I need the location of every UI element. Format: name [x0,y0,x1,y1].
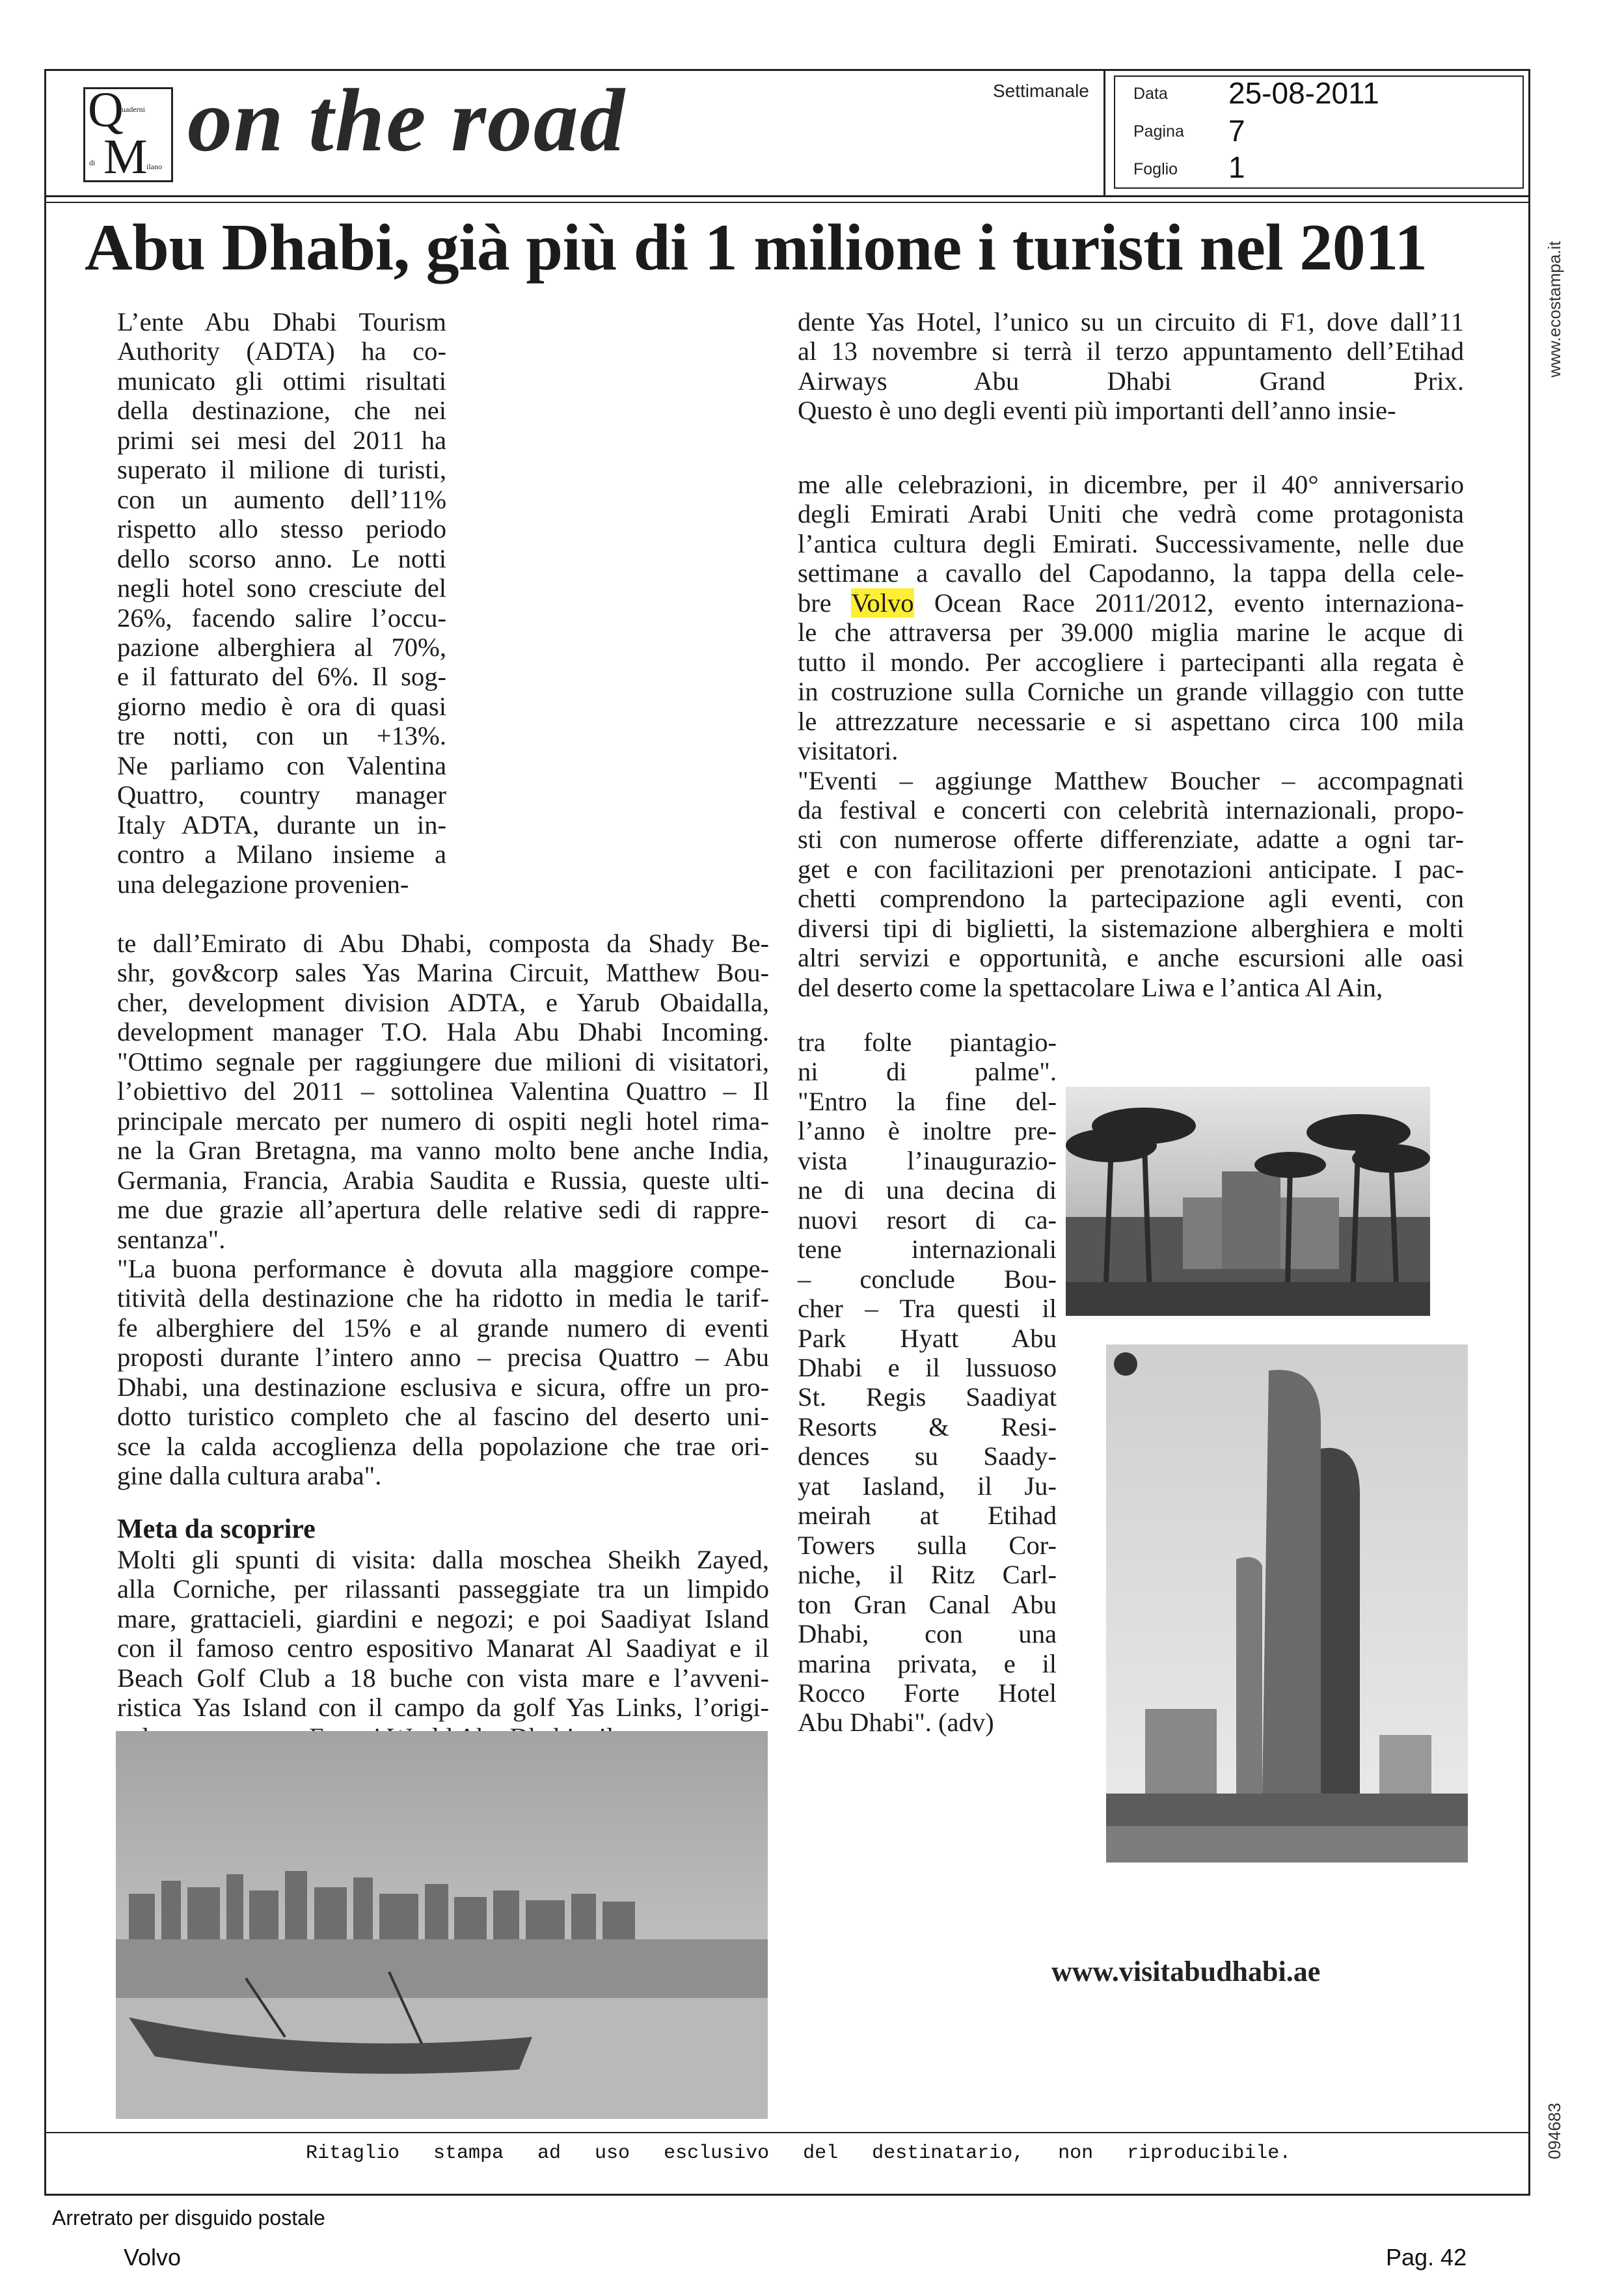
text-line: niche, il Ritz Carl- [798,1560,1057,1590]
column-2-narrow [798,1028,1057,1738]
text-line: municato gli ottimi risultati [117,366,446,396]
text-line: marina privata, e il [798,1648,1057,1678]
text-line: me due grazie all’apertura delle relative sedi di rappre- [117,1195,769,1225]
text-line: me alle celebrazioni, in dicembre, per il 40° anniversario [798,470,1464,499]
text-line: tene internazionali [798,1235,1057,1264]
text-line: Dhabi, una destinazione esclusiva e sicura, offre un pro- [117,1372,769,1402]
text-line: dotto turistico completo che al fascino del deserto uni- [117,1402,769,1432]
text-line: superato il milione di turisti, [117,455,446,485]
text-line: Dhabi, con una [798,1619,1057,1649]
text-line: ton Gran Canal Abu [798,1589,1057,1619]
ecostampa-site: www.ecostampa.it [1545,241,1564,377]
article-headline: Abu Dhabi, già più di 1 milione i turisti nel 2011 [85,211,1428,284]
text-line: ne di una decina di [798,1175,1057,1205]
text-line: ristica Yas Island con il campo da golf Yas Links, l’origi- [117,1693,769,1723]
text-line: Rocco Forte Hotel [798,1678,1057,1708]
text-line: "Ottimo segnale per raggiungere due milioni di visitatori, [117,1046,769,1076]
text-line: le che attraversa per 39.000 miglia marine le acque di [798,618,1464,648]
text-line: tre notti, con un +13%. [117,721,446,751]
text-line: l’obiettivo del 2011 – sottolinea Valentina Quattro – Il [117,1076,769,1106]
column-1-quotes [117,929,769,1491]
text-line: primi sei mesi del 2011 ha [117,425,446,455]
text-line: Ne parliamo con Valentina [117,750,446,780]
palm-trees-photo [1066,1087,1430,1316]
logo-letter-q: Q [88,83,124,137]
skyline-beach-photo [116,1731,768,2119]
text-line: "La buona performance è dovuta alla maggiore compe- [117,1253,769,1283]
text-line: te dall’Emirato di Abu Dhabi, composta da Shady Be- [117,929,769,958]
page-value: 7 [1228,114,1245,148]
text-line: dello scorso anno. Le notti [117,543,446,573]
logo-small-text: uaderni [122,105,145,114]
copyright-notice: Ritaglio stampa ad uso esclusivo del destinatario, non riproducibile. [306,2142,1292,2164]
etihad-towers-photo [1106,1344,1468,1863]
text-line: Resorts & Resi- [798,1412,1057,1441]
publication-logo [83,83,173,184]
text-line: proposti durante l’intero anno – precisa Quattro – Abu [117,1343,769,1372]
text-line: in costruzione sulla Corniche un grande villaggio con tutte [798,677,1464,707]
text-line: shr, gov&corp sales Yas Marina Circuit, Matthew Bou- [117,958,769,988]
text-line: ni di palme". [798,1057,1057,1087]
sheet-label: Foglio [1133,160,1178,178]
volvo-highlight: Volvo [851,588,914,618]
text-line: nuovi resort di ca- [798,1205,1057,1235]
text-line: get e con facilitazioni per prenotazioni anticipate. I pac- [798,854,1464,884]
text-line: sce la calda accoglienza della popolazione che trae ori- [117,1431,769,1461]
text-line: Dhabi e il lussuoso [798,1352,1057,1382]
frequency-label: Settimanale [993,81,1089,101]
text-line: altri servizi e opportunità, e anche escursioni alle oasi [798,943,1464,973]
masthead-title: on the road [187,70,626,170]
text-line: principale mercato per numero di ospiti negli hotel rima- [117,1106,769,1136]
text-line: con il famoso centro espositivo Manarat Al Saadiyat e il [117,1633,769,1663]
text-line: Park Hyatt Abu [798,1323,1057,1353]
text-line: dente Yas Hotel, l’unico su un circuito di F1, dove dall’11 [798,307,1464,336]
column-2-top [798,307,1464,426]
text-line: sti con numerose offerte differenziate, adatte a ogni tar- [798,825,1464,854]
text-line: settimane a cavallo del Capodanno, la tappa della cele- [798,558,1464,588]
text-line: L’ente Abu Dhabi Tourism [117,307,446,336]
text-line: diversi tipi di biglietti, la sistemazione alberghiera e molti [798,913,1464,943]
text-line: tra folte piantagio- [798,1028,1057,1057]
text-line: "Eventi – aggiunge Matthew Boucher – accompagnati [798,765,1464,795]
text-line: meirah at Etihad [798,1501,1057,1531]
text-line: – conclude Bou- [798,1264,1057,1294]
text-line: ne la Gran Bretagna, ma vanno molto bene anche India, [117,1136,769,1166]
text-line: "Entro la fine del- [798,1086,1057,1116]
sheet-value: 1 [1228,150,1245,184]
text-line: rispetto allo stesso periodo [117,514,446,544]
text-line: da festival e concerti con celebrità internazionali, propo- [798,795,1464,825]
text-line: dences su Saady- [798,1441,1057,1471]
text-line: vista l’inaugurazio- [798,1145,1057,1175]
text-line: pazione alberghiera al 70%, [117,632,446,662]
column-2-middle [798,470,1464,1002]
text-line: Quattro, country manager [117,780,446,810]
text-line: tutto il mondo. Per accogliere i partecipanti alla regata è [798,647,1464,677]
text-line: giorno medio è ora di quasi [117,691,446,721]
text-line: l’antica cultura degli Emirati. Successivamente, nelle due [798,528,1464,558]
text-line: Molti gli spunti di visita: dalla moschea Sheikh Zayed, [117,1545,769,1574]
text-line: Questo è uno degli eventi più importanti dell’anno insie- [798,396,1396,426]
text-line: sentanza". [117,1224,226,1254]
date-value: 25-08-2011 [1228,76,1379,110]
column-1-bottom [117,1545,769,1752]
text-fragment: bre [798,588,852,618]
footer-divider [44,2132,1530,2133]
text-line: con un aumento dell’11% [117,484,446,514]
text-line: cher – Tra questi il [798,1294,1057,1324]
page-label: Pagina [1133,122,1184,141]
logo-small-text: ilano [146,162,162,171]
text-line-volvo [798,588,1464,618]
text-line: gine dalla cultura araba". [117,1461,382,1491]
text-line: yat Iasland, il Ju- [798,1471,1057,1501]
page-number: Pag. 42 [1386,2244,1467,2271]
text-line: development manager T.O. Hala Abu Dhabi Incoming. [117,1017,769,1047]
logo-letter-m: M [103,130,148,184]
text-line: 26%, facendo salire l’occu- [117,603,446,633]
text-line: negli hotel sono cresciute del [117,573,446,603]
text-line: del deserto come la spettacolare Liwa e l’antica Al Ain, [798,972,1383,1002]
text-line: alla Corniche, per rilassanti passeggiate tra un limpido [117,1574,769,1604]
date-label: Data [1133,85,1168,103]
text-line: degli Emirati Arabi Uniti che vedrà come protagonista [798,499,1464,529]
text-line: una delegazione provenien- [117,869,409,899]
text-line: e il fatturato del 6%. Il sog- [117,662,446,692]
column-1-intro [117,307,446,899]
text-line: fe alberghiere del 15% e al grande numero di eventi [117,1313,769,1343]
text-line: St. Regis Saadiyat [798,1382,1057,1412]
client-name: Volvo [124,2244,182,2271]
text-line: Abu Dhabi". (adv) [798,1708,994,1738]
header-divider-thin [44,202,1530,203]
subheading: Meta da scoprire [117,1514,316,1544]
text-line: chetti comprendono la partecipazione agli eventi, con [798,884,1464,914]
text-line: al 13 novembre si terrà il terzo appuntamento dell’Etihad [798,336,1464,366]
text-line: Germania, Francia, Arabia Saudita e Russia, queste ulti- [117,1165,769,1195]
text-line: visitatori. [798,736,899,766]
footer-note: Arretrato per disguido postale [52,2206,325,2230]
text-line: titività della destinazione che ha ridotto in media le tarif- [117,1283,769,1313]
clipping-code: 094683 [1545,2103,1564,2159]
text-fragment: Ocean Race 2011/2012, evento internaziona- [914,588,1464,618]
logo-small-text: di [89,158,96,167]
text-line: le attrezzature necessarie e si aspettano circa 100 mila [798,706,1464,736]
text-line: Italy ADTA, durante un in- [117,810,446,839]
text-line: della destinazione, che nei [117,396,446,426]
text-line: mare, grattacieli, giardini e negozi; e poi Saadiyat Island [117,1603,769,1633]
website-url: www.visitabudhabi.ae [1051,1956,1321,1987]
text-line: cher, development division ADTA, e Yarub Obaidalla, [117,987,769,1017]
text-line: Beach Golf Club a 18 buche con vista mare e l’avveni- [117,1663,769,1693]
text-line: Airways Abu Dhabi Grand Prix. [798,366,1464,396]
text-line: Towers sulla Cor- [798,1530,1057,1560]
text-line: Authority (ADTA) ha co- [117,336,446,366]
text-line: contro a Milano insieme a [117,839,446,869]
text-line: l’anno è inoltre pre- [798,1116,1057,1146]
